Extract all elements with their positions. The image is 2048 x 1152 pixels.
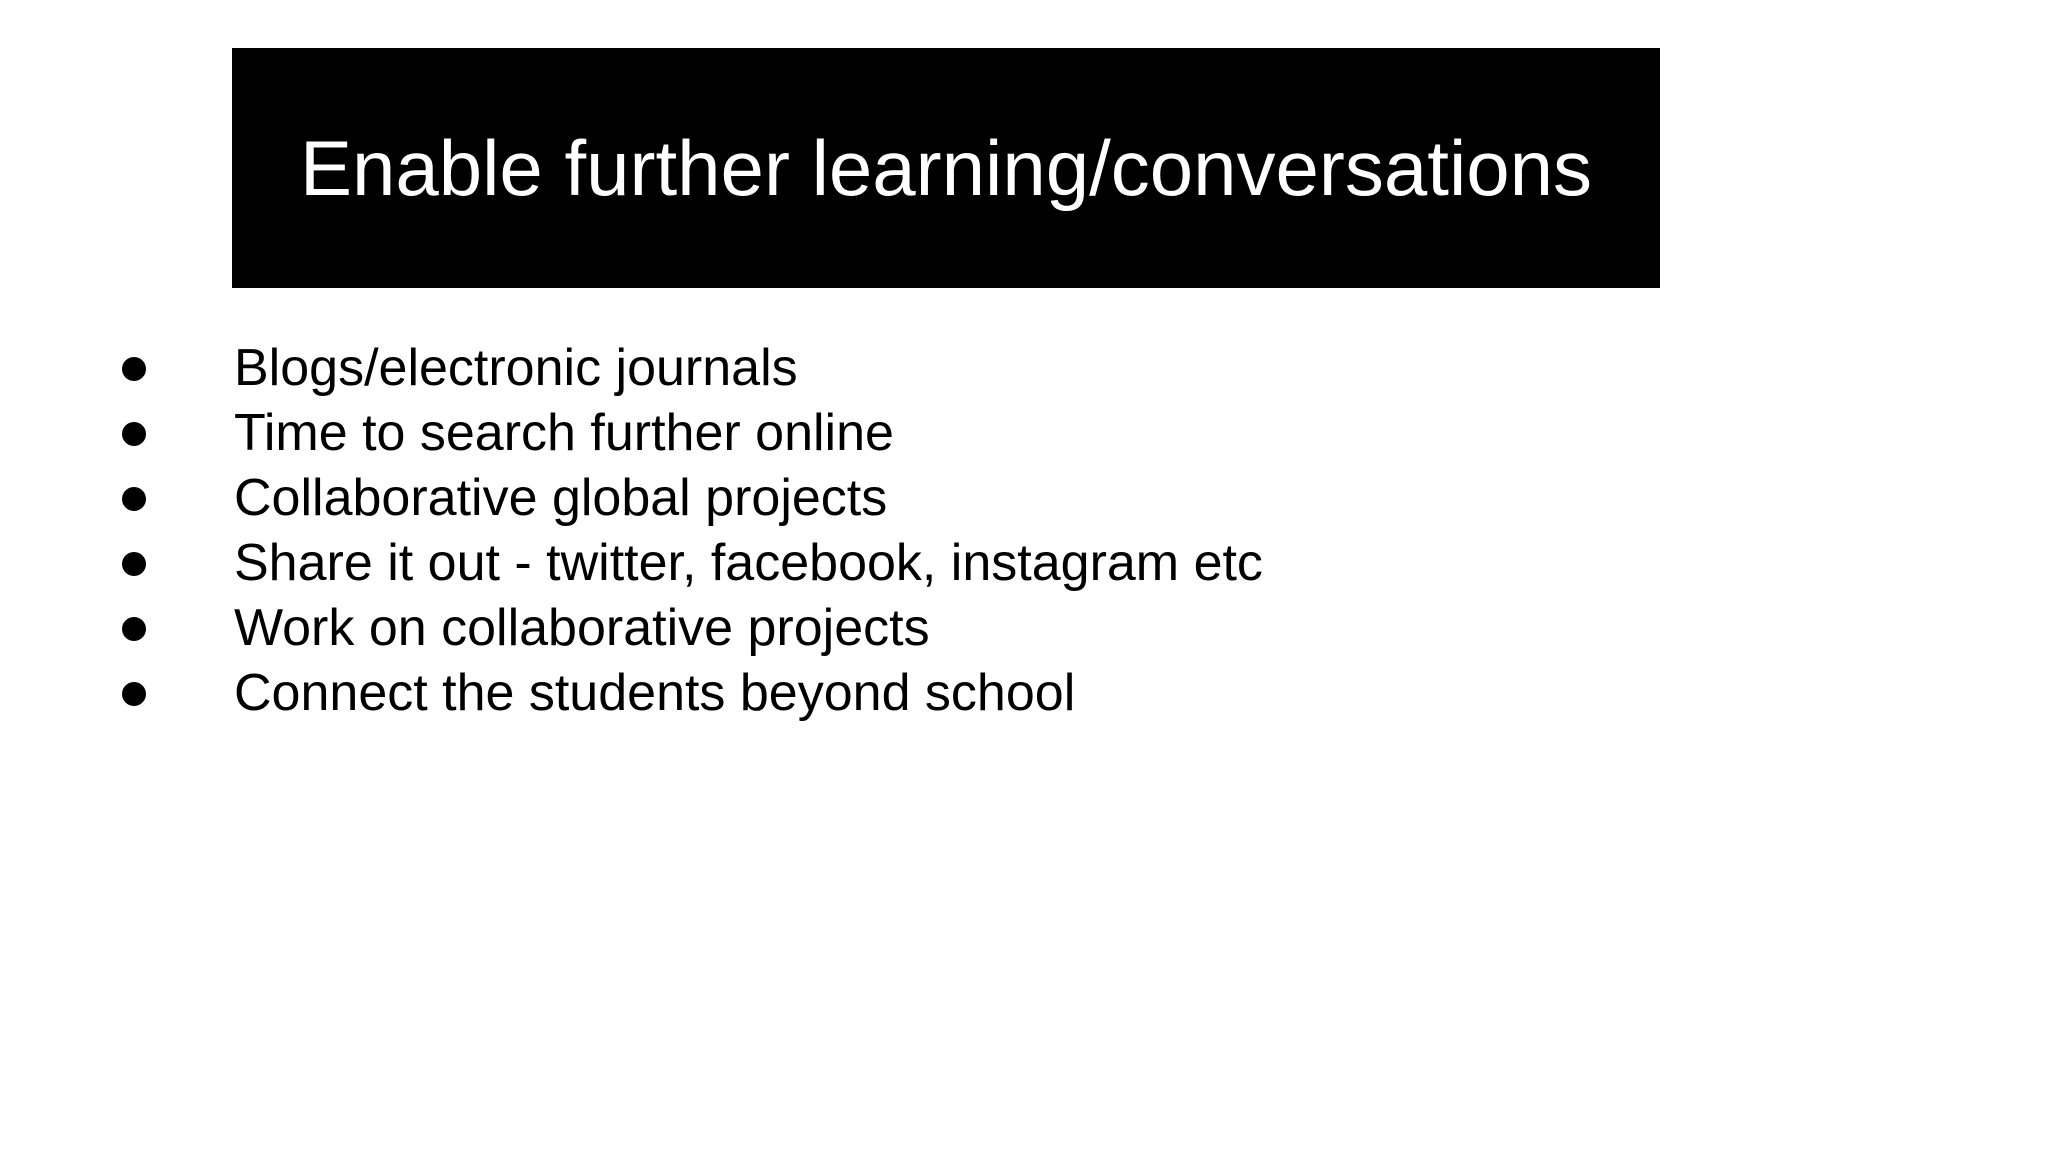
bullet-text: Blogs/electronic journals: [234, 339, 798, 397]
bullet-item: [118, 466, 1618, 531]
bullet-dot-icon: [122, 682, 146, 706]
bullet-item: [118, 661, 1618, 726]
bullet-item: [118, 336, 1618, 401]
bullet-dot-icon: [122, 552, 146, 576]
bullet-text: Time to search further online: [234, 404, 894, 462]
title-banner: [232, 48, 1660, 288]
bullet-item: [118, 401, 1618, 466]
bullet-dot-icon: [122, 617, 146, 641]
bullet-text: Share it out - twitter, facebook, instagram etc: [234, 534, 1263, 592]
bullet-text: Work on collaborative projects: [234, 599, 930, 657]
bullet-item: [118, 596, 1618, 661]
bullet-dot-icon: [122, 357, 146, 381]
bullet-dot-icon: [122, 487, 146, 511]
bullet-text: Collaborative global projects: [234, 469, 888, 527]
bullet-item: [118, 531, 1618, 596]
slide-title: Enable further learning/conversations: [299, 124, 1593, 212]
bullet-text: Connect the students beyond school: [234, 664, 1076, 722]
bullet-list: [118, 336, 1618, 726]
bullet-dot-icon: [122, 422, 146, 446]
